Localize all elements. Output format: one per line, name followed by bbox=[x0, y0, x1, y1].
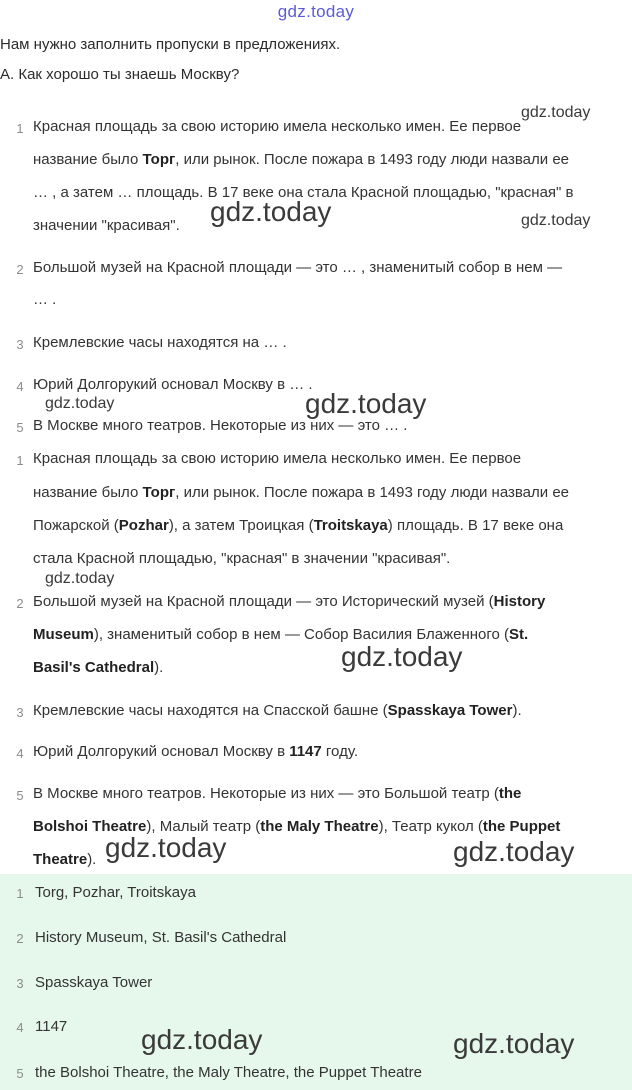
item-number: 3 bbox=[16, 337, 24, 352]
item-line: … . bbox=[33, 291, 57, 308]
item-number: 1 bbox=[16, 121, 24, 136]
text-run: ). bbox=[87, 851, 97, 868]
item-line bbox=[33, 593, 545, 610]
bold-term: History bbox=[493, 593, 546, 610]
bold-term: Pozhar bbox=[118, 517, 169, 534]
item-line bbox=[33, 659, 163, 676]
bold-term: 1147 bbox=[289, 743, 322, 760]
bold-term: Museum bbox=[33, 626, 94, 643]
watermark: gdz.today bbox=[453, 1028, 575, 1059]
text-run: ), а затем Троицкая ( bbox=[168, 517, 314, 534]
text-run: название было bbox=[33, 151, 143, 168]
bold-term: the Puppet bbox=[482, 818, 561, 835]
bold-term: Theatre bbox=[33, 851, 88, 868]
text-run: ) площадь. В 17 веке она bbox=[387, 517, 564, 534]
answer-text: 1147 bbox=[35, 1018, 68, 1035]
bold-term: St. bbox=[509, 626, 529, 643]
bold-term: Basil's Cathedral bbox=[33, 659, 155, 676]
item-number: 5 bbox=[16, 420, 24, 435]
bold-term: the Maly Theatre bbox=[260, 818, 379, 835]
watermark: gdz.today bbox=[45, 395, 115, 412]
answer-text: Spasskaya Tower bbox=[35, 974, 153, 991]
section-a-title: А. Как хорошо ты знаешь Москву? bbox=[0, 66, 240, 83]
watermark: gdz.today bbox=[305, 388, 427, 419]
answer-text: the Bolshoi Theatre, the Maly Theatre, the Puppet Theatre bbox=[35, 1064, 422, 1081]
item-number: 3 bbox=[16, 705, 24, 720]
item-line: Большой музей на Красной площади — это … , знаменитый собор в нем — bbox=[33, 259, 563, 276]
item-line bbox=[33, 517, 563, 534]
item-number: 4 bbox=[16, 379, 24, 394]
watermark: gdz.today bbox=[521, 212, 591, 229]
watermark: gdz.today bbox=[210, 196, 332, 227]
item-line bbox=[33, 702, 522, 719]
item-line: В Москве много театров. Некоторые из них — это … . bbox=[33, 417, 408, 434]
item-number: 2 bbox=[16, 262, 24, 277]
site-header[interactable]: gdz.today bbox=[277, 2, 355, 21]
watermark: gdz.today bbox=[105, 832, 227, 863]
watermark: gdz.today bbox=[521, 104, 591, 121]
text-run: ), знаменитый собор в нем — Собор Василия Блаженного ( bbox=[93, 626, 510, 643]
bold-term: the bbox=[498, 785, 522, 802]
watermark: gdz.today bbox=[141, 1024, 263, 1055]
item-number: 5 bbox=[16, 788, 24, 803]
bold-term: Bolshoi Theatre bbox=[33, 818, 147, 835]
item-number: 2 bbox=[16, 931, 24, 946]
answer-text: Torg, Pozhar, Troitskaya bbox=[35, 884, 196, 901]
item-number: 4 bbox=[16, 1020, 24, 1035]
item-number: 3 bbox=[16, 976, 24, 991]
text-run: Юрий Долгорукий основал Москву в bbox=[33, 743, 290, 760]
text-run: ). bbox=[512, 702, 522, 719]
bold-term: Spasskaya Tower bbox=[387, 702, 513, 719]
bold-term: Troitskaya bbox=[313, 517, 388, 534]
text-run: В Москве много театров. Некоторые из них — это Большой театр ( bbox=[33, 785, 499, 802]
item-line bbox=[33, 785, 521, 802]
text-run: ), Театр кукол ( bbox=[378, 818, 483, 835]
item-line: Юрий Долгорукий основал Москву в … . bbox=[33, 376, 313, 393]
text-run: , или рынок. После пожара в 1493 году люди назвали ее bbox=[175, 484, 569, 501]
item-line bbox=[33, 626, 528, 643]
text-run: Кремлевские часы находятся на Спасской башне ( bbox=[33, 702, 388, 719]
intro-text: Нам нужно заполнить пропуски в предложениях. bbox=[0, 36, 341, 53]
text-run: году. bbox=[321, 743, 358, 760]
item-line: Красная площадь за свою историю имела несколько имен. Ее первое bbox=[33, 118, 522, 135]
watermark: gdz.today bbox=[341, 641, 463, 672]
item-line bbox=[33, 484, 569, 501]
text-run: Пожарской ( bbox=[33, 517, 119, 534]
item-line bbox=[33, 151, 569, 168]
text-run: , или рынок. После пожара в 1493 году люди назвали ее bbox=[175, 151, 569, 168]
item-line: значении "красивая". bbox=[33, 217, 180, 234]
item-line bbox=[33, 851, 96, 868]
text-run: ), Малый театр ( bbox=[146, 818, 261, 835]
item-line: … , а затем … площадь. В 17 веке она стала Красной площадью, "красная" в bbox=[33, 184, 574, 201]
text-run: ). bbox=[154, 659, 164, 676]
item-line: Красная площадь за свою историю имела несколько имен. Ее первое bbox=[33, 450, 522, 467]
item-number: 1 bbox=[16, 453, 24, 468]
item-line bbox=[33, 743, 358, 760]
watermark: gdz.today bbox=[45, 570, 115, 587]
item-number: 4 bbox=[16, 746, 24, 761]
answers-block bbox=[0, 874, 632, 1090]
text-run: Большой музей на Красной площади — это Исторический музей ( bbox=[33, 593, 494, 610]
item-line: стала Красной площадью, "красная" в значении "красивая". bbox=[33, 550, 451, 567]
item-line bbox=[33, 818, 560, 835]
text-run: название было bbox=[33, 484, 143, 501]
bold-term: Торг bbox=[142, 151, 176, 168]
bold-term: Торг bbox=[142, 484, 176, 501]
item-number: 5 bbox=[16, 1066, 24, 1081]
item-number: 2 bbox=[16, 596, 24, 611]
item-line: Кремлевские часы находятся на … . bbox=[33, 334, 287, 351]
watermark: gdz.today bbox=[453, 836, 575, 867]
answer-text: History Museum, St. Basil's Cathedral bbox=[35, 929, 287, 946]
item-number: 1 bbox=[16, 886, 24, 901]
